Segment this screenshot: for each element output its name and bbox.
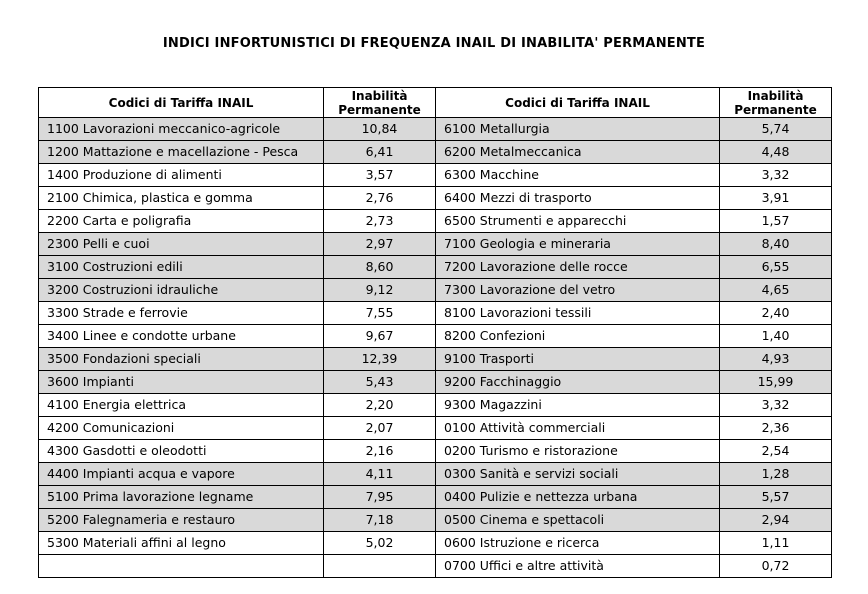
right-value-cell: 5,74 xyxy=(720,118,832,141)
header-code-right: Codici di Tariffa INAIL xyxy=(436,88,720,118)
right-code-cell: 0500 Cinema e spettacoli xyxy=(436,509,720,532)
left-value-cell: 9,67 xyxy=(324,325,436,348)
right-code-cell: 0400 Pulizie e nettezza urbana xyxy=(436,486,720,509)
right-code-cell: 7300 Lavorazione del vetro xyxy=(436,279,720,302)
left-code-cell: 3300 Strade e ferrovie xyxy=(39,302,324,325)
left-code-cell: 4200 Comunicazioni xyxy=(39,417,324,440)
left-code-cell: 1400 Produzione di alimenti xyxy=(39,164,324,187)
right-value-cell: 4,48 xyxy=(720,141,832,164)
right-value-cell: 6,55 xyxy=(720,256,832,279)
table-row xyxy=(39,210,832,233)
right-code-cell: 6400 Mezzi di trasporto xyxy=(436,187,720,210)
left-value-cell xyxy=(324,555,436,578)
page-title: INDICI INFORTUNISTICI DI FREQUENZA INAIL DI INABILITA' PERMANENTE xyxy=(162,36,706,51)
left-code-cell: 4100 Energia elettrica xyxy=(39,394,324,417)
right-value-cell: 2,54 xyxy=(720,440,832,463)
left-code-cell: 2300 Pelli e cuoi xyxy=(39,233,324,256)
right-value-cell: 2,36 xyxy=(720,417,832,440)
left-code-cell: 5300 Materiali affini al legno xyxy=(39,532,324,555)
right-value-cell: 1,11 xyxy=(720,532,832,555)
left-code-cell: 1200 Mattazione e macellazione - Pesca xyxy=(39,141,324,164)
right-value-cell: 1,40 xyxy=(720,325,832,348)
table-row xyxy=(39,417,832,440)
right-code-cell: 6300 Macchine xyxy=(436,164,720,187)
left-code-cell: 2100 Chimica, plastica e gomma xyxy=(39,187,324,210)
left-value-cell: 2,97 xyxy=(324,233,436,256)
table-row xyxy=(39,486,832,509)
header-code-left: Codici di Tariffa INAIL xyxy=(39,88,324,118)
right-code-cell: 6500 Strumenti e apparecchi xyxy=(436,210,720,233)
right-value-cell: 15,99 xyxy=(720,371,832,394)
left-value-cell: 6,41 xyxy=(324,141,436,164)
left-code-cell: 3400 Linee e condotte urbane xyxy=(39,325,324,348)
right-value-cell: 3,32 xyxy=(720,164,832,187)
left-code-cell: 5100 Prima lavorazione legname xyxy=(39,486,324,509)
right-code-cell: 7200 Lavorazione delle rocce xyxy=(436,256,720,279)
table-row xyxy=(39,118,832,141)
right-code-cell: 6100 Metallurgia xyxy=(436,118,720,141)
header-value-right xyxy=(720,88,832,118)
right-value-cell: 2,40 xyxy=(720,302,832,325)
left-value-cell: 4,11 xyxy=(324,463,436,486)
right-code-cell: 8100 Lavorazioni tessili xyxy=(436,302,720,325)
left-code-cell: 2200 Carta e poligrafia xyxy=(39,210,324,233)
table-row xyxy=(39,187,832,210)
right-code-cell: 6200 Metalmeccanica xyxy=(436,141,720,164)
table-row xyxy=(39,141,832,164)
left-code-cell: 3500 Fondazioni speciali xyxy=(39,348,324,371)
right-value-cell: 8,40 xyxy=(720,233,832,256)
left-code-cell: 1100 Lavorazioni meccanico-agricole xyxy=(39,118,324,141)
left-value-cell: 2,07 xyxy=(324,417,436,440)
left-value-cell: 10,84 xyxy=(324,118,436,141)
header-value-right-line2: Permanente xyxy=(734,102,817,117)
left-value-cell: 8,60 xyxy=(324,256,436,279)
right-value-cell: 1,28 xyxy=(720,463,832,486)
table-row xyxy=(39,440,832,463)
table-row xyxy=(39,509,832,532)
table-row xyxy=(39,371,832,394)
table-header-row xyxy=(39,88,832,118)
left-value-cell: 5,43 xyxy=(324,371,436,394)
left-value-cell: 7,55 xyxy=(324,302,436,325)
left-code-cell: 4300 Gasdotti e oleodotti xyxy=(39,440,324,463)
table-row xyxy=(39,233,832,256)
table-row xyxy=(39,256,832,279)
header-value-right-line1: Inabilità xyxy=(747,88,804,103)
right-code-cell: 9300 Magazzini xyxy=(436,394,720,417)
frequency-index-table xyxy=(38,87,832,578)
left-code-cell: 3600 Impianti xyxy=(39,371,324,394)
right-code-cell: 9100 Trasporti xyxy=(436,348,720,371)
right-code-cell: 0100 Attività commerciali xyxy=(436,417,720,440)
right-value-cell: 0,72 xyxy=(720,555,832,578)
right-value-cell: 1,57 xyxy=(720,210,832,233)
table-row xyxy=(39,325,832,348)
table-body xyxy=(39,118,832,578)
right-code-cell: 7100 Geologia e mineraria xyxy=(436,233,720,256)
left-value-cell: 7,95 xyxy=(324,486,436,509)
left-code-cell: 3100 Costruzioni edili xyxy=(39,256,324,279)
left-value-cell: 9,12 xyxy=(324,279,436,302)
header-value-left-line2: Permanente xyxy=(338,102,421,117)
right-code-cell: 0600 Istruzione e ricerca xyxy=(436,532,720,555)
right-code-cell: 0300 Sanità e servizi sociali xyxy=(436,463,720,486)
left-code-cell: 3200 Costruzioni idrauliche xyxy=(39,279,324,302)
left-code-cell: 4400 Impianti acqua e vapore xyxy=(39,463,324,486)
left-code-cell: 5200 Falegnameria e restauro xyxy=(39,509,324,532)
table-row xyxy=(39,164,832,187)
table-row xyxy=(39,302,832,325)
left-value-cell: 2,73 xyxy=(324,210,436,233)
right-value-cell: 2,94 xyxy=(720,509,832,532)
table-row xyxy=(39,463,832,486)
table-row xyxy=(39,279,832,302)
header-value-left-line1: Inabilità xyxy=(351,88,408,103)
table-row xyxy=(39,555,832,578)
right-value-cell: 5,57 xyxy=(720,486,832,509)
table-row xyxy=(39,394,832,417)
left-value-cell: 7,18 xyxy=(324,509,436,532)
left-value-cell: 12,39 xyxy=(324,348,436,371)
right-value-cell: 4,65 xyxy=(720,279,832,302)
left-value-cell: 2,16 xyxy=(324,440,436,463)
left-value-cell: 2,76 xyxy=(324,187,436,210)
table-row xyxy=(39,532,832,555)
right-value-cell: 3,32 xyxy=(720,394,832,417)
right-code-cell: 9200 Facchinaggio xyxy=(436,371,720,394)
right-code-cell: 0700 Uffici e altre attività xyxy=(436,555,720,578)
right-value-cell: 4,93 xyxy=(720,348,832,371)
right-code-cell: 8200 Confezioni xyxy=(436,325,720,348)
right-value-cell: 3,91 xyxy=(720,187,832,210)
table-row xyxy=(39,348,832,371)
right-code-cell: 0200 Turismo e ristorazione xyxy=(436,440,720,463)
left-code-cell xyxy=(39,555,324,578)
left-value-cell: 2,20 xyxy=(324,394,436,417)
header-value-left xyxy=(324,88,436,118)
left-value-cell: 5,02 xyxy=(324,532,436,555)
left-value-cell: 3,57 xyxy=(324,164,436,187)
